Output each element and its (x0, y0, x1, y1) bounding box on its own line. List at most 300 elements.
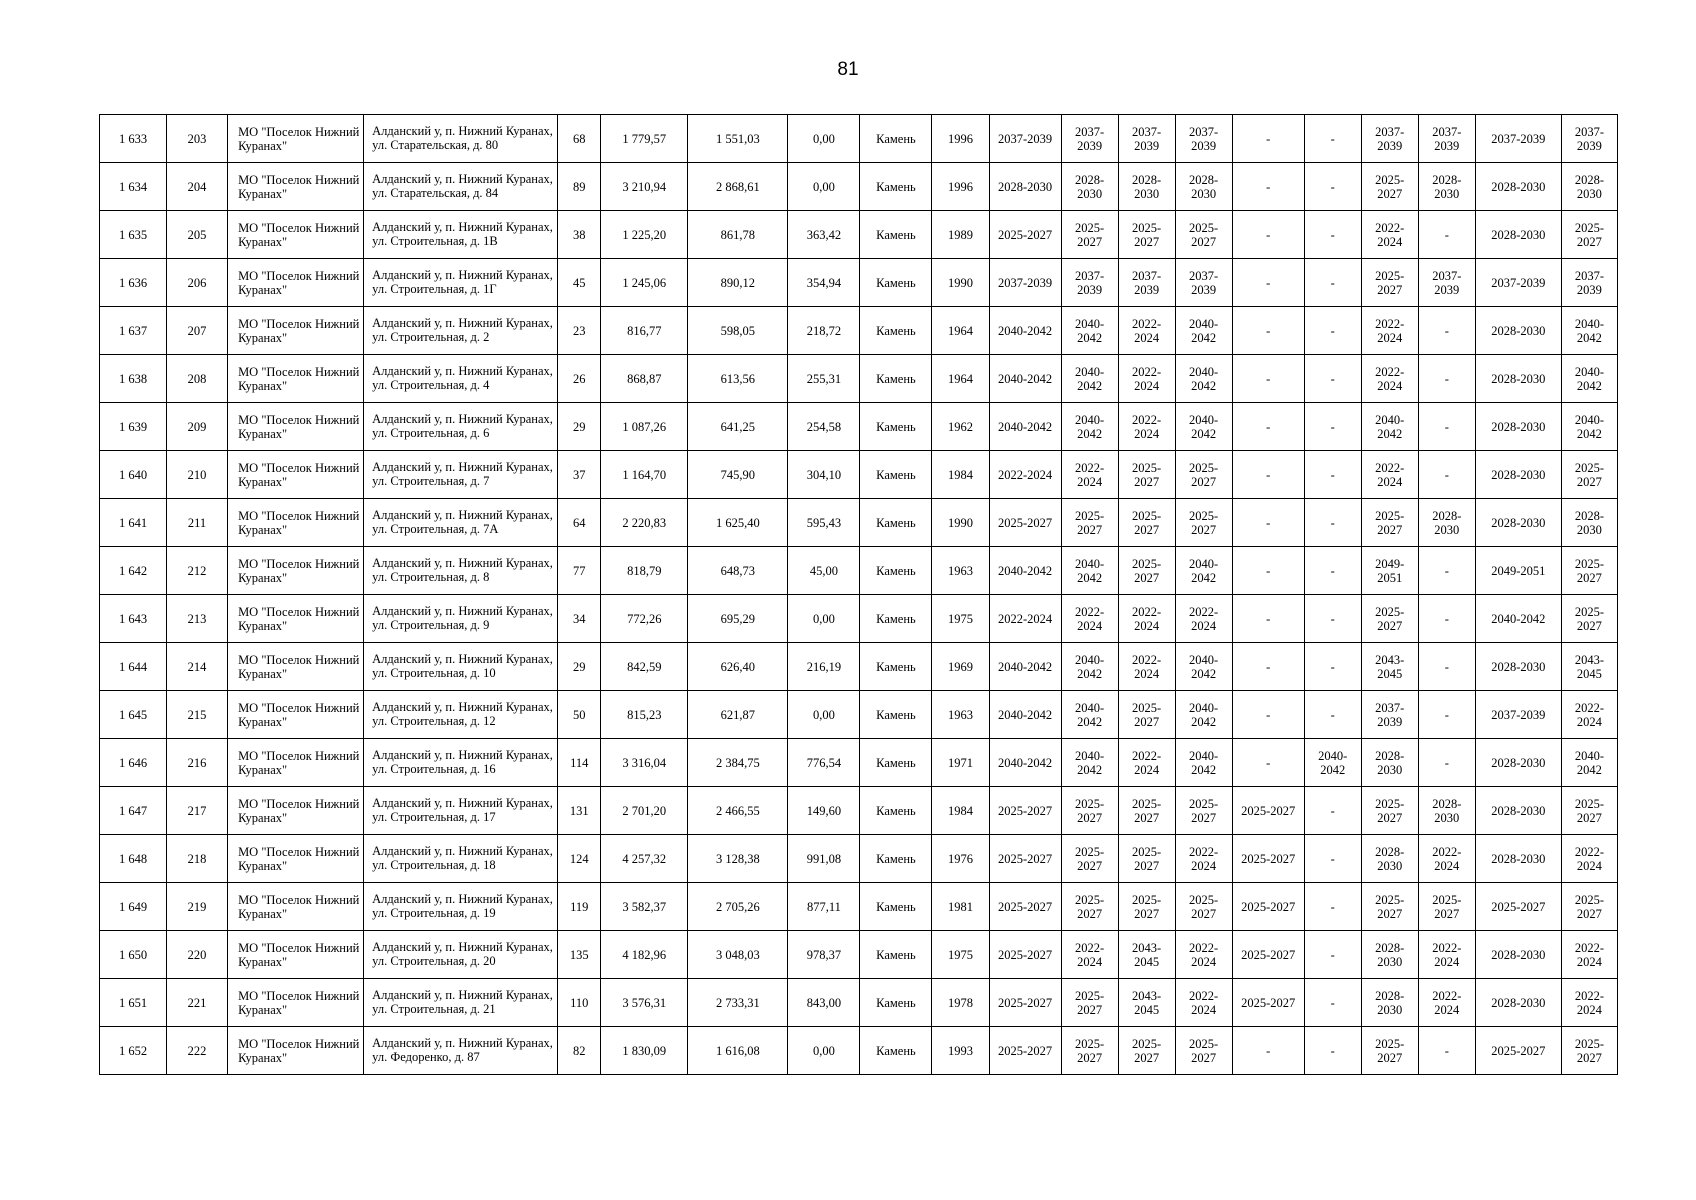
period-cell: 2040-2042 (989, 643, 1061, 691)
period-cell: 2022-2024 (1118, 403, 1175, 451)
period-cell: 2040-2042 (1061, 403, 1118, 451)
residents-cell: 26 (558, 355, 601, 403)
period-cell: 2028-2030 (1561, 163, 1617, 211)
period-cell: 2025-2027 (1561, 547, 1617, 595)
address-cell: Алданский у, п. Нижний Куранах, ул. Строительная, д. 6 (364, 403, 558, 451)
period-cell: 2037-2039 (1061, 259, 1118, 307)
period-cell: 2022-2024 (1061, 931, 1118, 979)
build-year-cell: 1975 (932, 931, 989, 979)
page-number: 81 (837, 59, 859, 80)
table-row (100, 307, 1618, 355)
address-cell: Алданский у, п. Нижний Куранах, ул. Строительная, д. 2 (364, 307, 558, 355)
municipality-cell: МО "Поселок Нижний Куранах" (228, 499, 364, 547)
municipality-cell: МО "Поселок Нижний Куранах" (228, 883, 364, 931)
item-number-cell: 205 (167, 211, 228, 259)
municipality-cell: МО "Поселок Нижний Куранах" (228, 259, 364, 307)
period-cell: 2025-2027 (989, 883, 1061, 931)
total-area-cell: 868,87 (601, 355, 688, 403)
address-cell: Алданский у, п. Нижний Куранах, ул. Строительная, д. 1В (364, 211, 558, 259)
residents-cell: 37 (558, 451, 601, 499)
municipality-cell: МО "Поселок Нижний Куранах" (228, 355, 364, 403)
period-cell: 2025-2027 (1175, 451, 1232, 499)
total-area-cell: 816,77 (601, 307, 688, 355)
period-cell: - (1418, 643, 1475, 691)
period-cell: 2028-2030 (1475, 643, 1561, 691)
municipality-cell: МО "Поселок Нижний Куранах" (228, 691, 364, 739)
period-cell: 2040-2042 (1561, 739, 1617, 787)
period-cell: 2037-2039 (1361, 115, 1418, 163)
period-cell: - (1304, 355, 1361, 403)
wall-material-cell: Камень (860, 115, 932, 163)
period-cell: 2025-2027 (1175, 211, 1232, 259)
period-cell: 2025-2027 (1118, 499, 1175, 547)
table-row (100, 547, 1618, 595)
period-cell: 2025-2027 (1475, 883, 1561, 931)
period-cell: - (1304, 883, 1361, 931)
build-year-cell: 1984 (932, 451, 989, 499)
residential-area-cell: 2 466,55 (688, 787, 788, 835)
residential-area-cell: 598,05 (688, 307, 788, 355)
period-cell: 2025-2027 (1061, 211, 1118, 259)
row-number-cell: 1 642 (100, 547, 167, 595)
wall-material-cell: Камень (860, 643, 932, 691)
period-cell: - (1304, 115, 1361, 163)
period-cell: 2025-2027 (1118, 691, 1175, 739)
table-row (100, 211, 1618, 259)
total-area-cell: 4 182,96 (601, 931, 688, 979)
period-cell: - (1304, 595, 1361, 643)
period-cell: 2049-2051 (1475, 547, 1561, 595)
period-cell: 2040-2042 (1175, 307, 1232, 355)
period-cell: 2040-2042 (989, 547, 1061, 595)
residents-cell: 64 (558, 499, 601, 547)
period-cell: 2040-2042 (1361, 403, 1418, 451)
item-number-cell: 211 (167, 499, 228, 547)
residential-area-cell: 2 384,75 (688, 739, 788, 787)
nonresidential-area-cell: 255,31 (788, 355, 860, 403)
nonresidential-area-cell: 254,58 (788, 403, 860, 451)
item-number-cell: 212 (167, 547, 228, 595)
period-cell: 2025-2027 (1118, 883, 1175, 931)
wall-material-cell: Камень (860, 979, 932, 1027)
period-cell: 2025-2027 (1118, 1027, 1175, 1075)
period-cell: - (1418, 211, 1475, 259)
period-cell: 2022-2024 (1561, 835, 1617, 883)
period-cell: 2040-2042 (1061, 643, 1118, 691)
item-number-cell: 215 (167, 691, 228, 739)
municipality-cell: МО "Поселок Нижний Куранах" (228, 403, 364, 451)
table-row (100, 115, 1618, 163)
period-cell: 2037-2039 (1418, 259, 1475, 307)
period-cell: 2028-2030 (1061, 163, 1118, 211)
period-cell: 2022-2024 (1061, 595, 1118, 643)
period-cell: 2025-2027 (1175, 1027, 1232, 1075)
wall-material-cell: Камень (860, 547, 932, 595)
residents-cell: 38 (558, 211, 601, 259)
period-cell: - (1232, 1027, 1304, 1075)
nonresidential-area-cell: 149,60 (788, 787, 860, 835)
residents-cell: 77 (558, 547, 601, 595)
period-cell: - (1232, 307, 1304, 355)
period-cell: 2025-2027 (1118, 451, 1175, 499)
nonresidential-area-cell: 354,94 (788, 259, 860, 307)
period-cell: 2025-2027 (1361, 787, 1418, 835)
wall-material-cell: Камень (860, 1027, 932, 1075)
municipality-cell: МО "Поселок Нижний Куранах" (228, 931, 364, 979)
residents-cell: 23 (558, 307, 601, 355)
wall-material-cell: Камень (860, 499, 932, 547)
address-cell: Алданский у, п. Нижний Куранах, ул. Строительная, д. 18 (364, 835, 558, 883)
period-cell: - (1304, 979, 1361, 1027)
build-year-cell: 1964 (932, 355, 989, 403)
period-cell: 2043-2045 (1118, 931, 1175, 979)
residents-cell: 34 (558, 595, 601, 643)
nonresidential-area-cell: 218,72 (788, 307, 860, 355)
period-cell: 2025-2027 (1418, 883, 1475, 931)
period-cell: 2022-2024 (1361, 451, 1418, 499)
nonresidential-area-cell: 978,37 (788, 931, 860, 979)
row-number-cell: 1 643 (100, 595, 167, 643)
address-cell: Алданский у, п. Нижний Куранах, ул. Строительная, д. 1Г (364, 259, 558, 307)
residential-area-cell: 2 705,26 (688, 883, 788, 931)
row-number-cell: 1 633 (100, 115, 167, 163)
period-cell: - (1232, 499, 1304, 547)
build-year-cell: 1963 (932, 547, 989, 595)
period-cell: - (1418, 547, 1475, 595)
total-area-cell: 842,59 (601, 643, 688, 691)
period-cell: 2043-2045 (1118, 979, 1175, 1027)
row-number-cell: 1 640 (100, 451, 167, 499)
item-number-cell: 206 (167, 259, 228, 307)
period-cell: 2028-2030 (1475, 787, 1561, 835)
period-cell: - (1304, 931, 1361, 979)
period-cell: - (1304, 1027, 1361, 1075)
period-cell: 2022-2024 (1118, 595, 1175, 643)
period-cell: 2025-2027 (1118, 211, 1175, 259)
item-number-cell: 207 (167, 307, 228, 355)
table-row (100, 259, 1618, 307)
period-cell: - (1304, 451, 1361, 499)
nonresidential-area-cell: 0,00 (788, 595, 860, 643)
period-cell: 2028-2030 (1475, 355, 1561, 403)
period-cell: 2022-2024 (1175, 931, 1232, 979)
period-cell: - (1304, 787, 1361, 835)
nonresidential-area-cell: 45,00 (788, 547, 860, 595)
build-year-cell: 1971 (932, 739, 989, 787)
period-cell: 2022-2024 (1118, 307, 1175, 355)
period-cell: 2022-2024 (1561, 931, 1617, 979)
period-cell: 2022-2024 (1561, 979, 1617, 1027)
item-number-cell: 217 (167, 787, 228, 835)
period-cell: 2025-2027 (1061, 835, 1118, 883)
period-cell: - (1304, 259, 1361, 307)
municipality-cell: МО "Поселок Нижний Куранах" (228, 787, 364, 835)
total-area-cell: 3 316,04 (601, 739, 688, 787)
residential-area-cell: 3 128,38 (688, 835, 788, 883)
period-cell: 2025-2027 (1061, 1027, 1118, 1075)
item-number-cell: 220 (167, 931, 228, 979)
residents-cell: 114 (558, 739, 601, 787)
period-cell: 2037-2039 (989, 115, 1061, 163)
period-cell: 2028-2030 (1475, 211, 1561, 259)
period-cell: 2025-2027 (989, 211, 1061, 259)
period-cell: - (1304, 547, 1361, 595)
residential-area-cell: 861,78 (688, 211, 788, 259)
row-number-cell: 1 647 (100, 787, 167, 835)
period-cell: 2040-2042 (1475, 595, 1561, 643)
wall-material-cell: Камень (860, 163, 932, 211)
period-cell: 2037-2039 (1561, 259, 1617, 307)
total-area-cell: 3 582,37 (601, 883, 688, 931)
address-cell: Алданский у, п. Нижний Куранах, ул. Федоренко, д. 87 (364, 1027, 558, 1075)
item-number-cell: 210 (167, 451, 228, 499)
address-cell: Алданский у, п. Нижний Куранах, ул. Строительная, д. 10 (364, 643, 558, 691)
period-cell: 2028-2030 (1475, 307, 1561, 355)
period-cell: 2022-2024 (1361, 355, 1418, 403)
total-area-cell: 2 220,83 (601, 499, 688, 547)
build-year-cell: 1981 (932, 883, 989, 931)
municipality-cell: МО "Поселок Нижний Куранах" (228, 979, 364, 1027)
wall-material-cell: Камень (860, 403, 932, 451)
period-cell: 2025-2027 (1361, 499, 1418, 547)
residents-cell: 131 (558, 787, 601, 835)
nonresidential-area-cell: 0,00 (788, 115, 860, 163)
residents-cell: 29 (558, 403, 601, 451)
build-year-cell: 1993 (932, 1027, 989, 1075)
period-cell: 2040-2042 (1175, 643, 1232, 691)
period-cell: 2040-2042 (1561, 355, 1617, 403)
period-cell: 2025-2027 (1118, 547, 1175, 595)
nonresidential-area-cell: 595,43 (788, 499, 860, 547)
total-area-cell: 1 087,26 (601, 403, 688, 451)
period-cell: 2037-2039 (1418, 115, 1475, 163)
table-row (100, 1027, 1618, 1075)
residential-area-cell: 2 733,31 (688, 979, 788, 1027)
build-year-cell: 1989 (932, 211, 989, 259)
period-cell: 2025-2027 (1232, 931, 1304, 979)
period-cell: 2037-2039 (1361, 691, 1418, 739)
period-cell: - (1304, 403, 1361, 451)
period-cell: 2022-2024 (1061, 451, 1118, 499)
row-number-cell: 1 650 (100, 931, 167, 979)
period-cell: 2040-2042 (1561, 403, 1617, 451)
item-number-cell: 219 (167, 883, 228, 931)
period-cell: 2025-2027 (1175, 883, 1232, 931)
period-cell: 2025-2027 (1561, 787, 1617, 835)
period-cell: 2040-2042 (989, 355, 1061, 403)
table-body (100, 115, 1618, 1075)
period-cell: 2028-2030 (1475, 835, 1561, 883)
table-row (100, 595, 1618, 643)
period-cell: 2040-2042 (1061, 547, 1118, 595)
residential-area-cell: 626,40 (688, 643, 788, 691)
period-cell: 2025-2027 (1061, 787, 1118, 835)
period-cell: - (1304, 163, 1361, 211)
period-cell: - (1304, 499, 1361, 547)
address-cell: Алданский у, п. Нижний Куранах, ул. Строительная, д. 20 (364, 931, 558, 979)
residential-area-cell: 621,87 (688, 691, 788, 739)
period-cell: 2025-2027 (1232, 835, 1304, 883)
period-cell: - (1232, 451, 1304, 499)
period-cell: - (1418, 595, 1475, 643)
wall-material-cell: Камень (860, 259, 932, 307)
item-number-cell: 208 (167, 355, 228, 403)
municipality-cell: МО "Поселок Нижний Куранах" (228, 307, 364, 355)
address-cell: Алданский у, п. Нижний Куранах, ул. Строительная, д. 8 (364, 547, 558, 595)
address-cell: Алданский у, п. Нижний Куранах, ул. Строительная, д. 9 (364, 595, 558, 643)
item-number-cell: 213 (167, 595, 228, 643)
residents-cell: 68 (558, 115, 601, 163)
period-cell: - (1232, 691, 1304, 739)
nonresidential-area-cell: 304,10 (788, 451, 860, 499)
municipality-cell: МО "Поселок Нижний Куранах" (228, 547, 364, 595)
period-cell: 2040-2042 (1175, 691, 1232, 739)
period-cell: 2043-2045 (1361, 643, 1418, 691)
housing-registry-table (99, 114, 1618, 1075)
residents-cell: 119 (558, 883, 601, 931)
period-cell: 2025-2027 (1361, 883, 1418, 931)
period-cell: 2025-2027 (1561, 451, 1617, 499)
period-cell: 2022-2024 (1118, 643, 1175, 691)
residential-area-cell: 1 616,08 (688, 1027, 788, 1075)
municipality-cell: МО "Поселок Нижний Куранах" (228, 643, 364, 691)
period-cell: 2025-2027 (1361, 595, 1418, 643)
period-cell: 2040-2042 (989, 739, 1061, 787)
period-cell: 2028-2030 (1418, 499, 1475, 547)
period-cell: 2040-2042 (1061, 691, 1118, 739)
wall-material-cell: Камень (860, 691, 932, 739)
period-cell: 2028-2030 (1175, 163, 1232, 211)
period-cell: 2025-2027 (1175, 499, 1232, 547)
period-cell: 2022-2024 (1175, 835, 1232, 883)
period-cell: 2022-2024 (1418, 979, 1475, 1027)
period-cell: - (1232, 355, 1304, 403)
table-row (100, 355, 1618, 403)
build-year-cell: 1996 (932, 115, 989, 163)
period-cell: 2025-2027 (1561, 595, 1617, 643)
table-row (100, 835, 1618, 883)
table-row (100, 883, 1618, 931)
period-cell: 2022-2024 (1561, 691, 1617, 739)
period-cell: 2040-2042 (1304, 739, 1361, 787)
period-cell: 2028-2030 (1561, 499, 1617, 547)
period-cell: 2040-2042 (989, 403, 1061, 451)
wall-material-cell: Камень (860, 451, 932, 499)
nonresidential-area-cell: 877,11 (788, 883, 860, 931)
residential-area-cell: 695,29 (688, 595, 788, 643)
period-cell: 2025-2027 (1361, 163, 1418, 211)
residential-area-cell: 3 048,03 (688, 931, 788, 979)
period-cell: 2025-2027 (1232, 883, 1304, 931)
build-year-cell: 1976 (932, 835, 989, 883)
period-cell: - (1418, 691, 1475, 739)
municipality-cell: МО "Поселок Нижний Куранах" (228, 211, 364, 259)
residents-cell: 89 (558, 163, 601, 211)
period-cell: 2025-2027 (989, 1027, 1061, 1075)
nonresidential-area-cell: 776,54 (788, 739, 860, 787)
wall-material-cell: Камень (860, 739, 932, 787)
total-area-cell: 818,79 (601, 547, 688, 595)
row-number-cell: 1 634 (100, 163, 167, 211)
period-cell: - (1304, 691, 1361, 739)
period-cell: 2037-2039 (1061, 115, 1118, 163)
municipality-cell: МО "Поселок Нижний Куранах" (228, 835, 364, 883)
residents-cell: 135 (558, 931, 601, 979)
period-cell: - (1232, 115, 1304, 163)
address-cell: Алданский у, п. Нижний Куранах, ул. Старательская, д. 84 (364, 163, 558, 211)
residents-cell: 50 (558, 691, 601, 739)
period-cell: 2025-2027 (1232, 787, 1304, 835)
municipality-cell: МО "Поселок Нижний Куранах" (228, 739, 364, 787)
period-cell: 2022-2024 (989, 595, 1061, 643)
address-cell: Алданский у, п. Нижний Куранах, ул. Строительная, д. 21 (364, 979, 558, 1027)
table-row (100, 739, 1618, 787)
period-cell: 2025-2027 (1118, 787, 1175, 835)
period-cell: 2040-2042 (1175, 739, 1232, 787)
period-cell: - (1232, 259, 1304, 307)
period-cell: 2043-2045 (1561, 643, 1617, 691)
total-area-cell: 1 245,06 (601, 259, 688, 307)
table-row (100, 691, 1618, 739)
period-cell: 2037-2039 (1475, 691, 1561, 739)
period-cell: 2037-2039 (1118, 259, 1175, 307)
period-cell: 2037-2039 (1118, 115, 1175, 163)
item-number-cell: 218 (167, 835, 228, 883)
municipality-cell: МО "Поселок Нижний Куранах" (228, 595, 364, 643)
item-number-cell: 204 (167, 163, 228, 211)
row-number-cell: 1 652 (100, 1027, 167, 1075)
period-cell: - (1232, 595, 1304, 643)
residential-area-cell: 641,25 (688, 403, 788, 451)
build-year-cell: 1963 (932, 691, 989, 739)
period-cell: 2028-2030 (1475, 403, 1561, 451)
residential-area-cell: 613,56 (688, 355, 788, 403)
period-cell: 2025-2027 (1175, 787, 1232, 835)
period-cell: 2040-2042 (1175, 403, 1232, 451)
item-number-cell: 214 (167, 643, 228, 691)
period-cell: 2025-2027 (1061, 499, 1118, 547)
table-row (100, 163, 1618, 211)
municipality-cell: МО "Поселок Нижний Куранах" (228, 163, 364, 211)
residential-area-cell: 648,73 (688, 547, 788, 595)
row-number-cell: 1 649 (100, 883, 167, 931)
municipality-cell: МО "Поселок Нижний Куранах" (228, 115, 364, 163)
row-number-cell: 1 646 (100, 739, 167, 787)
period-cell: 2022-2024 (1361, 211, 1418, 259)
period-cell: 2028-2030 (1361, 835, 1418, 883)
total-area-cell: 772,26 (601, 595, 688, 643)
item-number-cell: 221 (167, 979, 228, 1027)
period-cell: 2022-2024 (1418, 931, 1475, 979)
period-cell: 2037-2039 (989, 259, 1061, 307)
period-cell: 2040-2042 (1175, 547, 1232, 595)
build-year-cell: 1969 (932, 643, 989, 691)
table-row (100, 643, 1618, 691)
period-cell: 2040-2042 (989, 691, 1061, 739)
row-number-cell: 1 645 (100, 691, 167, 739)
residential-area-cell: 1 625,40 (688, 499, 788, 547)
row-number-cell: 1 639 (100, 403, 167, 451)
period-cell: 2025-2027 (989, 787, 1061, 835)
period-cell: - (1304, 643, 1361, 691)
period-cell: - (1304, 835, 1361, 883)
residential-area-cell: 2 868,61 (688, 163, 788, 211)
wall-material-cell: Камень (860, 307, 932, 355)
municipality-cell: МО "Поселок Нижний Куранах" (228, 1027, 364, 1075)
nonresidential-area-cell: 363,42 (788, 211, 860, 259)
period-cell: - (1232, 547, 1304, 595)
period-cell: 2037-2039 (1175, 259, 1232, 307)
